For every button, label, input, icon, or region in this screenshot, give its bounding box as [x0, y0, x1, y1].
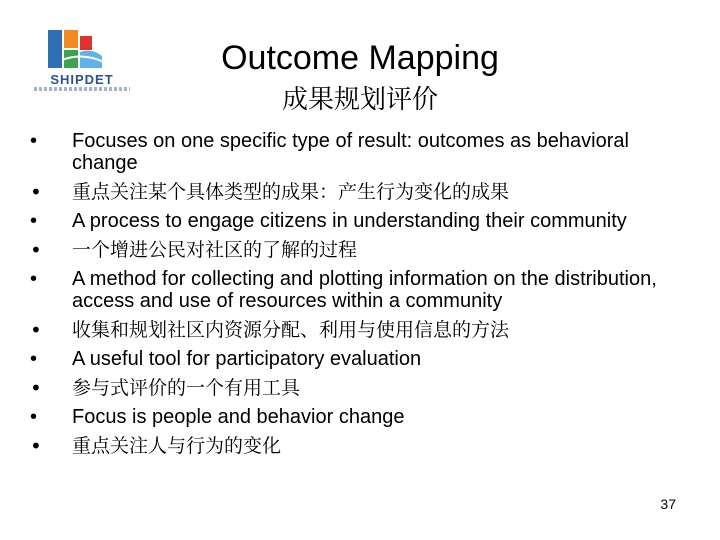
- bullet-dot-icon: •: [30, 376, 42, 400]
- bullet-text: A useful tool for participatory evaluation: [72, 348, 422, 370]
- bullet-text: 收集和规划社区内资源分配、利用与使用信息的方法: [72, 319, 510, 341]
- bullet-dot-icon: •: [30, 130, 38, 152]
- bullet-dot-icon: •: [30, 210, 38, 232]
- logo-text: SHIPDET: [50, 72, 114, 87]
- bullet-text: 重点关注某个具体类型的成果：产生行为变化的成果: [72, 181, 510, 203]
- bullet-item: [30, 319, 670, 341]
- bullet-text: 重点关注人与行为的变化: [72, 435, 282, 457]
- logo-subtext-decoration: [34, 87, 130, 91]
- slide-title: Outcome Mapping: [221, 39, 499, 77]
- bullet-item: [30, 348, 670, 370]
- bullet-dot-icon: •: [30, 434, 42, 458]
- slide-subtitle: 成果规划评价: [281, 85, 438, 115]
- bullet-dot-icon: •: [30, 318, 42, 342]
- logo-mark-icon: [32, 26, 132, 72]
- bullet-text: 参与式评价的一个有用工具: [72, 377, 301, 399]
- bullet-item: [30, 406, 670, 428]
- bullet-item: [30, 210, 670, 232]
- bullet-text: Focus is people and behavior change: [72, 406, 405, 428]
- bullet-text: A process to engage citizens in understanding their community: [72, 210, 627, 232]
- bullet-item: [30, 130, 670, 174]
- bullet-list: [30, 130, 670, 464]
- bullet-dot-icon: •: [30, 268, 38, 290]
- shipdet-logo: [32, 26, 132, 96]
- bullet-dot-icon: •: [30, 238, 42, 262]
- bullet-item: [30, 239, 670, 261]
- bullet-text: A method for collecting and plotting information on the distribution, access and use of resources within a community: [72, 268, 657, 312]
- bullet-text: 一个增进公民对社区的了解的过程: [72, 239, 358, 261]
- bullet-dot-icon: •: [30, 348, 38, 370]
- bullet-item: [30, 181, 670, 203]
- page-number: 37: [660, 496, 676, 512]
- bullet-item: [30, 377, 670, 399]
- bullet-item: [30, 435, 670, 457]
- bullet-text: Focuses on one specific type of result: outcomes as behavioral change: [72, 130, 629, 174]
- bullet-dot-icon: •: [30, 180, 42, 204]
- bullet-dot-icon: •: [30, 406, 38, 428]
- bullet-item: [30, 268, 670, 312]
